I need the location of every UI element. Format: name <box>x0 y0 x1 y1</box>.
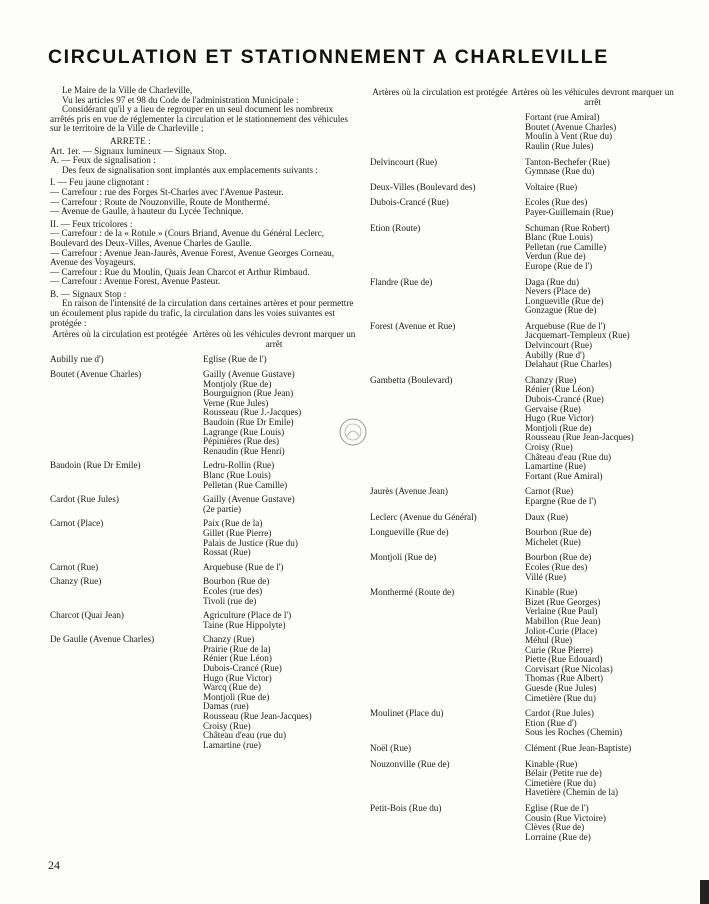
stop-street: Taine (Rue Hippolyte) <box>203 619 286 630</box>
table-row <box>370 183 675 193</box>
intro-paragraph: Considérant qu'il y a lieu de regrouper en un seul document les nombreux arrêtés pris en vue de réglementer la circulation et le stationnement des véhicules sur le territoire de la Ville de Charleville ; <box>50 104 348 134</box>
protected-street: Cardot (Rue Jules) <box>50 494 119 505</box>
stop-street: Curie (Rue Pierre) <box>525 644 593 655</box>
protected-street: Nouzonville (Rue de) <box>370 758 450 769</box>
protected-street: Carnot (Rue) <box>50 561 99 572</box>
protected-street: Gambetta (Boulevard) <box>370 374 453 385</box>
stop-street: Arquebuse (Rue de l') <box>203 561 284 572</box>
stop-street: Palais de Justice (Rue du) <box>203 537 298 548</box>
stop-street: Gailly (Avenue Gustave) <box>203 494 295 505</box>
table-row <box>50 461 358 490</box>
stop-street: Paix (Rue de la) <box>203 518 263 529</box>
stop-street: Hugo (Rue Victor) <box>525 413 594 424</box>
page-title: CIRCULATION ET STATIONNEMENT A CHARLEVILLE <box>48 46 609 68</box>
table-row <box>370 709 675 738</box>
stop-street: Cimetière (Rue du) <box>525 692 596 703</box>
stop-street: Bélair (Petite rue de) <box>525 768 602 779</box>
stop-street: Verdun (Rue de) <box>525 251 586 262</box>
stop-street-list <box>203 577 358 606</box>
stop-street: Ledru-Rollin (Rue) <box>203 460 275 471</box>
stop-street: Pelletan (rue Camille) <box>525 241 607 252</box>
stop-street: Aubilly (Rue d') <box>525 349 585 360</box>
stop-street: Croisy (Rue) <box>203 720 251 731</box>
stop-street-list <box>525 113 675 151</box>
table-row <box>370 322 675 370</box>
table-row <box>370 487 675 506</box>
protected-street: Delvincourt (Rue) <box>370 156 438 167</box>
table-row <box>50 577 358 606</box>
protected-street: Moulinet (Place du) <box>370 708 444 719</box>
stop-street: Ecoles (Rue des) <box>525 561 588 572</box>
table-row <box>50 611 358 630</box>
stop-street: Villé (Rue) <box>525 571 567 582</box>
stop-street-list <box>525 198 675 217</box>
table-row <box>50 495 358 514</box>
page-edge-mark <box>700 880 709 904</box>
stop-street: Joliot-Curie (Place) <box>525 625 598 636</box>
table-row <box>50 519 358 557</box>
stop-street: Dubois-Crancé (Rue) <box>203 663 282 674</box>
protected-street: Petit-Bois (Rue du) <box>370 803 442 813</box>
stop-street: Croisy (Rue) <box>525 442 573 452</box>
stop-street: Fortant (rue Amiral) <box>525 112 600 123</box>
stop-street: Jacquemart-Templeux (Rue) <box>525 330 630 341</box>
stop-street-list <box>525 528 675 547</box>
stop-street: Delahaut (Rue Charles) <box>525 359 612 370</box>
protected-street: Aubilly rue d') <box>50 354 104 365</box>
stop-street: Voltaire (Rue) <box>525 181 578 192</box>
protected-street: Charcot (Quai Jean) <box>50 610 124 621</box>
table-row <box>370 224 675 272</box>
stop-street-list <box>203 611 358 630</box>
protected-street: Leclerc (Avenue du Général) <box>370 511 477 522</box>
stop-street-list <box>525 709 675 738</box>
item-2-line: — Carrefour : Avenue Forest, Avenue Pasteur. <box>50 276 221 287</box>
stop-street: Bizet (Rue Georges) <box>525 596 601 607</box>
stop-street-list <box>525 224 675 272</box>
protected-street: Deux-Villes (Boulevard des) <box>370 181 476 192</box>
protected-street: Chanzy (Rue) <box>50 576 102 587</box>
stop-street: Pépinières (Rue des) <box>203 436 280 447</box>
stop-street: Lagrange (Rue Louis) <box>203 426 285 437</box>
stop-street-list <box>525 744 675 754</box>
stop-street: Rousseau (Rue Jean-Jacques) <box>203 711 312 722</box>
header-stop: Artères où les véhicules devront marquer un arrêt <box>511 87 674 107</box>
section-a-heading: A. — Feux de signalisation : <box>50 155 156 166</box>
stop-street: Rénier (Rue Léon) <box>525 384 594 395</box>
section-b-text: En raison de l'intensité de la circulation dans certaines artères et pour permettre un écoulement plus rapide du trafic, la circulation dans les voies suivantes est protégée : <box>50 298 354 328</box>
right-column <box>370 88 675 842</box>
stop-street: Moulin à Vent (Rue du) <box>525 131 613 142</box>
library-stamp-icon <box>333 412 373 452</box>
stop-street-list <box>203 355 358 365</box>
table-row <box>370 744 675 754</box>
stop-street: Daux (Rue) <box>525 511 569 522</box>
stop-street: Lamartine (rue) <box>203 739 261 750</box>
item-2-line: — Carrefour : Rue du Moulin, Quais Jean Charcot et Arthur Rimbaud. <box>50 266 310 277</box>
stop-street: Baudoin (Rue Dr Emile) <box>203 417 294 427</box>
stop-street: Chanzy (Rue) <box>525 374 577 385</box>
stop-street: Château d'eau (Rue du) <box>525 451 612 462</box>
stop-street: Chanzy (Rue) <box>203 634 255 645</box>
stop-street: Blanc (Rue Louis) <box>525 232 593 243</box>
item-1-heading: I. — Feu jaune clignotant : <box>50 177 149 188</box>
stop-street: Blanc (Rue Louis) <box>203 469 271 480</box>
stop-street: Schuman (Rue Robert) <box>525 222 610 233</box>
stop-street: Havetière (Chemin de la) <box>525 787 619 798</box>
stop-street-list <box>525 183 675 193</box>
stop-street: Europe (Rue de l') <box>525 260 593 271</box>
table-row <box>50 370 358 456</box>
protected-street: Forest (Avenue et Rue) <box>370 320 456 331</box>
table-row <box>370 588 675 703</box>
protected-street: Longueville (Rue de) <box>370 527 449 538</box>
protected-street: Flandre (Rue de) <box>370 276 433 287</box>
stop-street: Bourbon (Rue de) <box>525 527 592 538</box>
stop-street: Kinable (Rue) <box>525 758 578 769</box>
article-heading: Art. 1er. — Signaux lumineux — Signaux Stop. <box>50 145 227 156</box>
protected-street: Boutet (Avenue Charles) <box>50 369 142 380</box>
stop-street: Verlaine (Rue Paul) <box>525 606 598 617</box>
header-protected: Artères où la circulation est protégée <box>372 87 508 97</box>
section-a-text: Des feux de signalisation sont implantés aux emplacements suivants : <box>62 164 318 175</box>
stop-street-list <box>203 495 358 514</box>
right-table-header <box>370 88 675 107</box>
item-1-line: — Avenue de Gaulle, à hauteur du Lycée Technique. <box>50 206 244 217</box>
page-number: 24 <box>48 858 60 872</box>
stop-street: Pelletan (Rue Camille) <box>203 479 288 490</box>
stop-street-list <box>525 513 675 523</box>
stop-street: Longueville (Rue de) <box>525 295 604 306</box>
protected-street: Noël (Rue) <box>370 743 412 754</box>
table-row <box>370 804 675 842</box>
stop-street-list <box>525 804 675 842</box>
stop-street-list <box>525 376 675 482</box>
stop-street: Etion (Rue d') <box>525 717 577 728</box>
intro-line: Vu les articles 97 et 98 du Code de l'administration Municipale : <box>62 94 299 105</box>
stop-street: Arquebuse (Rue de l') <box>525 320 606 331</box>
table-row <box>50 355 358 365</box>
stop-street: Rousseau (Rue Jean-Jacques) <box>525 432 634 443</box>
protected-street: Monthermé (Route de) <box>370 587 455 598</box>
protected-street: Baudoin (Rue Dr Emile) <box>50 460 141 471</box>
stop-street: Château d'eau (rue du) <box>203 730 287 741</box>
item-2-heading: II. — Feux tricolores : <box>50 218 133 229</box>
stop-street: Tanton-Bechefer (Rue) <box>525 156 610 167</box>
table-row <box>370 376 675 482</box>
table-row <box>370 513 675 523</box>
stop-street: Sous les Roches (Chemin) <box>525 727 623 738</box>
stop-street: Gymnase (Rue du) <box>525 166 595 177</box>
stop-street-list <box>525 588 675 703</box>
protected-street: De Gaulle (Avenue Charles) <box>50 634 155 645</box>
stop-street: Lorraine (Rue de) <box>525 831 591 842</box>
stop-street: Verne (Rue Jules) <box>203 397 269 408</box>
stop-street: Warcq (Rue de) <box>203 682 261 693</box>
stop-street: Raulin (Rue Jules) <box>525 140 594 151</box>
stop-street: Ecoles (rue des) <box>203 585 263 596</box>
stop-street: Carnot (Rue) <box>525 486 574 497</box>
protected-street: Etion (Route) <box>370 222 421 233</box>
stop-street: (2e partie) <box>203 503 242 514</box>
section-b-heading: B. — Signaux Stop : <box>50 288 127 299</box>
stop-street: Clément (Rue Jean-Baptiste) <box>525 743 632 754</box>
stop-street: Epargne (Rue de l') <box>525 495 597 506</box>
table-row <box>370 113 675 151</box>
protected-street: Carnot (Place) <box>50 518 104 529</box>
stop-street: Montjoly (Rue de) <box>203 378 272 389</box>
stop-street: Gillet (Rue Pierre) <box>203 527 272 538</box>
stop-street: Hugo (Rue Victor) <box>203 672 272 683</box>
stop-street: Michelet (Rue) <box>525 536 581 547</box>
stop-street: Lamartine (Rue) <box>525 461 586 472</box>
stop-street: Rossat (Rue) <box>203 547 251 558</box>
stop-street: Cimetière (Rue du) <box>525 777 596 788</box>
item-2-line: — Carrefour : de la « Rotule » (Cours Briand, Avenue du Général Leclerc, Boulevard des Deux-Villes, Avenue Charles de Gaulle. <box>50 228 325 248</box>
stop-street: Bourbon (Rue de) <box>203 576 270 587</box>
stop-street: Agriculture (Place de l') <box>203 610 292 621</box>
stop-street: Thomas (Rue Albert) <box>525 673 604 684</box>
table-row <box>370 760 675 798</box>
stop-street-list <box>203 563 358 573</box>
stop-street: Daga (Rue du) <box>525 276 580 287</box>
item-1-line: — Carrefour : rue des Forges St-Charles avec l'Avenue Pasteur. <box>50 186 284 197</box>
stop-street: Payer-Guillemain (Rue) <box>525 206 614 217</box>
stop-street: Prairie (Rue de la) <box>203 643 271 654</box>
stop-street: Cardot (Rue Jules) <box>525 708 594 719</box>
stop-street: Méhul (Rue) <box>525 635 573 646</box>
stop-street: Mabillon (Rue Jean) <box>525 615 601 626</box>
stop-street-list <box>525 278 675 316</box>
left-table-header <box>50 330 358 349</box>
table-row <box>370 198 675 217</box>
stop-street: Eglise (Rue de l') <box>525 803 589 813</box>
table-row <box>370 278 675 316</box>
stop-street-list <box>525 158 675 177</box>
stop-street: Tivoli (rue de) <box>203 595 257 606</box>
stop-street: Ecoles (Rue des) <box>525 197 588 208</box>
table-row <box>370 158 675 177</box>
stop-street: Dubois-Crancé (Rue) <box>525 394 604 405</box>
stop-street: Boutet (Avenue Charles) <box>525 121 617 132</box>
table-row <box>370 553 675 582</box>
stop-street-list <box>525 322 675 370</box>
stop-street-list <box>203 461 358 490</box>
right-table <box>370 113 675 842</box>
stop-street: Piette (Rue Edouard) <box>525 654 603 665</box>
stop-street: Nevers (Place de) <box>525 286 591 297</box>
stop-street: Eglise (Rue de l') <box>203 354 267 365</box>
stop-street: Rénier (Rue Léon) <box>203 653 272 664</box>
header-stop: Artères où les véhicules devront marquer un arrêt <box>192 329 356 349</box>
stop-street: Renaudin (Rue Henri) <box>203 445 285 456</box>
table-row <box>370 528 675 547</box>
stop-street: Bourguignon (Rue Jean) <box>203 388 294 399</box>
stop-street: Bourbon (Rue de) <box>525 552 592 563</box>
protected-street: Dubois-Crancé (Rue) <box>370 197 449 208</box>
item-1-line: — Carrefour : Route de Nouzonville, Route de Monthermé. <box>50 196 270 207</box>
stop-street-list <box>203 635 358 750</box>
header-protected: Artères où la circulation est protégée <box>52 329 188 340</box>
protected-street: Montjoli (Rue de) <box>370 552 437 563</box>
stop-street: Gonzague (Rue de) <box>525 305 597 316</box>
stop-street-list <box>525 487 675 506</box>
stop-street: Damas (rue) <box>203 701 249 712</box>
stop-street-list <box>525 553 675 582</box>
stop-street-list <box>203 519 358 557</box>
stop-street: Corvisart (Rue Nicolas) <box>525 663 613 674</box>
stop-street: Gervaise (Rue) <box>525 403 581 414</box>
stop-street: Clèves (Rue de) <box>525 822 585 833</box>
table-row <box>50 563 358 573</box>
stop-street: Rousseau (Rue J.-Jacques) <box>203 407 302 418</box>
left-column <box>50 86 358 750</box>
stop-street: Montjoli (Rue de) <box>203 691 270 702</box>
stop-street: Gailly (Avenue Gustave) <box>203 369 295 380</box>
protected-street: Jaurès (Avenue Jean) <box>370 486 448 497</box>
stop-street: Fortant (Rue Amiral) <box>525 470 603 481</box>
intro-line: Le Maire de la Ville de Charleville, <box>62 85 193 95</box>
arrete-heading: ARRETE : <box>110 135 151 146</box>
stop-street: Guesde (Rue Jules) <box>525 683 597 694</box>
item-2-line: — Carrefour : Avenue Jean-Jaurès, Avenue Forest, Avenue Georges Corneau, Avenue des Voyageurs. <box>50 247 335 268</box>
stop-street: Montjoli (Rue de) <box>525 422 592 433</box>
stop-street-list <box>525 760 675 798</box>
stop-street: Cousin (Rue Victoire) <box>525 812 606 823</box>
left-table <box>50 355 358 750</box>
stop-street: Kinable (Rue) <box>525 587 578 598</box>
table-row <box>50 635 358 750</box>
stop-street: Delvincourt (Rue) <box>525 340 593 351</box>
